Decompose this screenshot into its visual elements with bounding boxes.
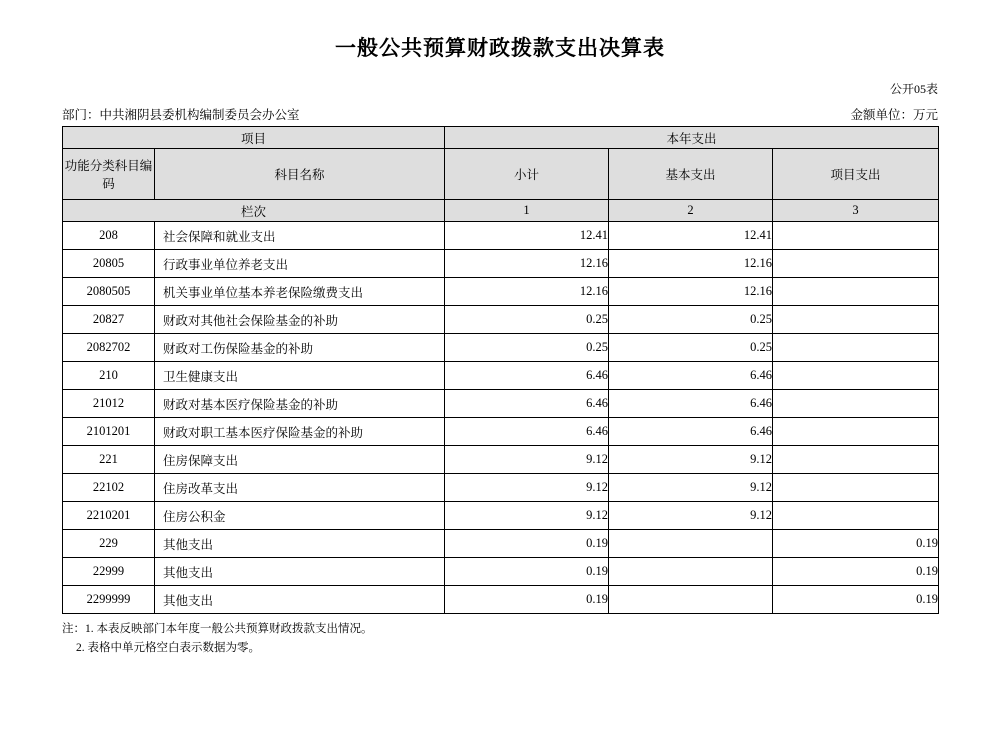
header-column-row — [63, 149, 939, 200]
header-colnum-3: 3 — [773, 200, 939, 222]
form-code: 公开05表 — [889, 82, 938, 96]
cell-name: 财政对基本医疗保险基金的补助 — [155, 390, 445, 418]
cell-basic: 6.46 — [609, 390, 773, 418]
table-row — [63, 362, 939, 390]
cell-subtotal: 9.12 — [445, 474, 609, 502]
table-row — [63, 334, 939, 362]
cell-project — [773, 390, 939, 418]
header-colnum-row — [63, 200, 939, 222]
cell-code: 210 — [63, 362, 155, 390]
cell-project — [773, 362, 939, 390]
cell-subtotal: 12.16 — [445, 278, 609, 306]
table-row — [63, 418, 939, 446]
header-row-label: 栏次 — [63, 200, 445, 222]
cell-basic: 0.25 — [609, 334, 773, 362]
cell-project — [773, 418, 939, 446]
table-row — [63, 530, 939, 558]
cell-subtotal: 0.19 — [445, 586, 609, 614]
cell-basic: 12.16 — [609, 250, 773, 278]
cell-subtotal: 0.19 — [445, 530, 609, 558]
department-label: 部门：中共湘阴县委机构编制委员会办公室 — [62, 108, 300, 122]
cell-code: 21012 — [63, 390, 155, 418]
cell-project — [773, 222, 939, 250]
table-row — [63, 250, 939, 278]
budget-table — [62, 126, 939, 614]
header-colnum-2: 2 — [609, 200, 773, 222]
note-line-1: 注：1. 本表反映部门本年度一般公共预算财政拨款支出情况。 — [62, 623, 373, 635]
cell-basic: 6.46 — [609, 418, 773, 446]
cell-code: 22999 — [63, 558, 155, 586]
table-row — [63, 278, 939, 306]
table-row — [63, 502, 939, 530]
table-row — [63, 306, 939, 334]
cell-name: 财政对职工基本医疗保险基金的补助 — [155, 418, 445, 446]
header-group-year-expense: 本年支出 — [445, 127, 939, 149]
note-line-2: 2. 表格中单元格空白表示数据为零。 — [76, 641, 260, 654]
cell-subtotal: 12.16 — [445, 250, 609, 278]
cell-project — [773, 306, 939, 334]
header-group-row — [63, 127, 939, 149]
cell-code: 229 — [63, 530, 155, 558]
cell-code: 2080505 — [63, 278, 155, 306]
document-page — [0, 32, 1000, 738]
table-row — [63, 558, 939, 586]
header-col-subtotal: 小计 — [445, 149, 609, 200]
cell-subtotal: 0.19 — [445, 558, 609, 586]
cell-basic: 9.12 — [609, 502, 773, 530]
cell-code: 2082702 — [63, 334, 155, 362]
cell-subtotal: 0.25 — [445, 306, 609, 334]
cell-name: 住房公积金 — [155, 502, 445, 530]
cell-basic: 12.41 — [609, 222, 773, 250]
cell-project — [773, 446, 939, 474]
cell-code: 20805 — [63, 250, 155, 278]
header-col-code: 功能分类科目编码 — [63, 149, 155, 200]
cell-name: 住房改革支出 — [155, 474, 445, 502]
table-container — [0, 126, 1000, 614]
header-col-project: 项目支出 — [773, 149, 939, 200]
cell-project: 0.19 — [773, 558, 939, 586]
cell-basic: 12.16 — [609, 278, 773, 306]
table-row — [63, 446, 939, 474]
cell-code: 2101201 — [63, 418, 155, 446]
cell-code: 221 — [63, 446, 155, 474]
cell-name: 行政事业单位养老支出 — [155, 250, 445, 278]
cell-subtotal: 0.25 — [445, 334, 609, 362]
cell-project — [773, 250, 939, 278]
cell-name: 社会保障和就业支出 — [155, 222, 445, 250]
table-body — [63, 222, 939, 614]
cell-subtotal: 12.41 — [445, 222, 609, 250]
cell-code: 208 — [63, 222, 155, 250]
cell-basic: 9.12 — [609, 446, 773, 474]
table-row — [63, 222, 939, 250]
cell-project — [773, 334, 939, 362]
cell-name: 机关事业单位基本养老保险缴费支出 — [155, 278, 445, 306]
cell-project — [773, 474, 939, 502]
table-row — [63, 390, 939, 418]
unit-label: 金额单位：万元 — [850, 108, 938, 122]
cell-basic — [609, 558, 773, 586]
cell-basic: 6.46 — [609, 362, 773, 390]
cell-name: 其他支出 — [155, 530, 445, 558]
header-colnum-1: 1 — [445, 200, 609, 222]
cell-subtotal: 6.46 — [445, 390, 609, 418]
cell-basic — [609, 586, 773, 614]
table-header — [63, 127, 939, 222]
cell-subtotal: 6.46 — [445, 362, 609, 390]
cell-name: 卫生健康支出 — [155, 362, 445, 390]
cell-code: 20827 — [63, 306, 155, 334]
cell-project: 0.19 — [773, 586, 939, 614]
cell-code: 22102 — [63, 474, 155, 502]
cell-subtotal: 9.12 — [445, 502, 609, 530]
table-row — [63, 474, 939, 502]
header-col-name: 科目名称 — [155, 149, 445, 200]
cell-name: 其他支出 — [155, 558, 445, 586]
table-notes — [0, 614, 1000, 658]
cell-subtotal: 6.46 — [445, 418, 609, 446]
cell-basic — [609, 530, 773, 558]
cell-project — [773, 278, 939, 306]
cell-code: 2210201 — [63, 502, 155, 530]
cell-name: 财政对工伤保险基金的补助 — [155, 334, 445, 362]
page-title: 一般公共预算财政拨款支出决算表 — [335, 36, 665, 60]
cell-subtotal: 9.12 — [445, 446, 609, 474]
cell-name: 住房保障支出 — [155, 446, 445, 474]
header-col-basic: 基本支出 — [609, 149, 773, 200]
cell-basic: 0.25 — [609, 306, 773, 334]
cell-code: 2299999 — [63, 586, 155, 614]
table-row — [63, 586, 939, 614]
cell-project — [773, 502, 939, 530]
meta-row — [0, 105, 1000, 123]
cell-name: 其他支出 — [155, 586, 445, 614]
cell-basic: 9.12 — [609, 474, 773, 502]
cell-project: 0.19 — [773, 530, 939, 558]
header-group-project: 项目 — [63, 127, 445, 149]
cell-name: 财政对其他社会保险基金的补助 — [155, 306, 445, 334]
